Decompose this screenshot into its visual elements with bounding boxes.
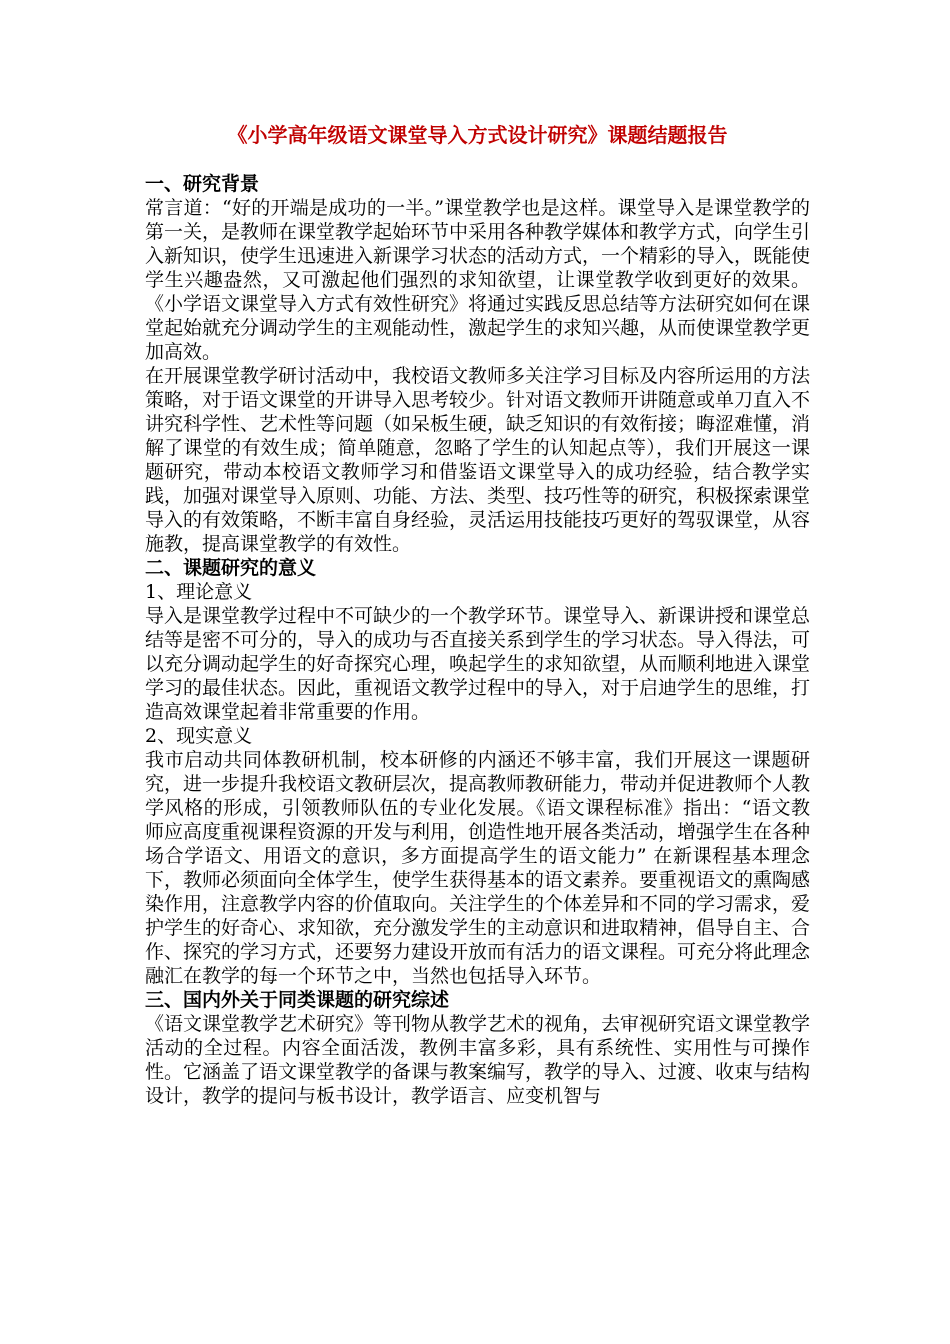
paragraph-practical: 我市启动共同体教研机制，校本研修的内涵还不够丰富，我们开展这一课题研究，进一步提升我校语文教研层次，提高教师教研能力，带动并促进教师个人教学风格的形成，引领教师队伍的专业化发展。《语文课程标准》指出：“语文教师应高度重视课程资源的开发与利用，创造性地开展各类活动，增强学生在各种场合学语文、用语文的意识，多方面提高学生的语文能力” 在新课程基本理念下，教师必须面向全体学生，使学生获得基本的语文素养。要重视语文的熏陶感染作用，注意教学内容的价值取向。关注学生的个体差异和不同的学习需求，爱护学生的好奇心、求知欲，充分激发学生的主动意识和进取精神，倡导自主、合作、探究的学习方式，还要努力建设开放而有活力的语文课程。可充分将此理念融汇在教学的每一个环节之中，当然也包括导入环节。	[145, 749, 811, 987]
paragraph-literature-review: 《语文课堂教学艺术研究》等刊物从教学艺术的视角，去审视研究语文课堂教学活动的全过程。内容全面活泼，教例丰富多彩，具有系统性、实用性与可操作性。它涵盖了语文课堂教学的备课与教案编写，教学的导入、过渡、收束与结构设计，教学的提问与板书设计，教学语言、应变机智与	[145, 1013, 811, 1107]
paragraph-background-2: 在开展课堂教学研讨活动中，我校语文教师多关注学习目标及内容所运用的方法策略，对于语文课堂的开讲导入思考较少。针对语文教师开讲随意或单刀直入不讲究科学性、艺术性等问题（如呆板生硬，缺乏知识的有效衔接；晦涩难懂，消解了课堂的有效生成；简单随意，忽略了学生的认知起点等），我们开展这一课题研究，带动本校语文教师学习和借鉴语文课堂导入的成功经验，结合教学实践，加强对课堂导入原则、功能、方法、类型、技巧性等的研究，积极探索课堂导入的有效策略，不断丰富自身经验，灵活运用技能技巧更好的驾驭课堂，从容施教，提高课堂教学的有效性。	[145, 365, 811, 555]
document-page	[145, 120, 810, 1108]
paragraph-theoretical: 导入是课堂教学过程中不可缺少的一个教学环节。课堂导入、新课讲授和课堂总结等是密不可分的，导入的成功与否直接关系到学生的学习状态。导入得法，可以充分调动起学生的好奇探究心理，唤起学生的求知欲望，从而顺利地进入课堂学习的最佳状态。因此，重视语文教学过程中的导入，对于启迪学生的思维，打造高效课堂起着非常重要的作用。	[145, 605, 811, 723]
section-heading-significance: 二、课题研究的意义	[145, 557, 317, 579]
subheading-theoretical: 1、理论意义	[145, 581, 253, 603]
section-heading-background: 一、研究背景	[145, 173, 260, 195]
document-title: 《小学高年级语文课堂导入方式设计研究》课题结题报告	[227, 123, 728, 147]
subheading-practical: 2、现实意义	[145, 725, 253, 747]
paragraph-background-1: 常言道：“好的开端是成功的一半。”课堂教学也是这样。课堂导入是课堂教学的第一关，是教师在课堂教学起始环节中采用各种教学媒体和教学方式，向学生引入新知识，使学生迅速进入新课学习状态的活动方式，一个精彩的导入，既能使学生兴趣盎然，又可激起他们强烈的求知欲望，让课堂教学收到更好的效果。《小学语文课堂导入方式有效性研究》将通过实践反思总结等方法研究如何在课堂起始就充分调动学生的主观能动性，激起学生的求知兴趣，从而使课堂教学更加高效。	[145, 197, 811, 363]
section-heading-literature-review: 三、国内外关于同类课题的研究综述	[145, 989, 450, 1011]
